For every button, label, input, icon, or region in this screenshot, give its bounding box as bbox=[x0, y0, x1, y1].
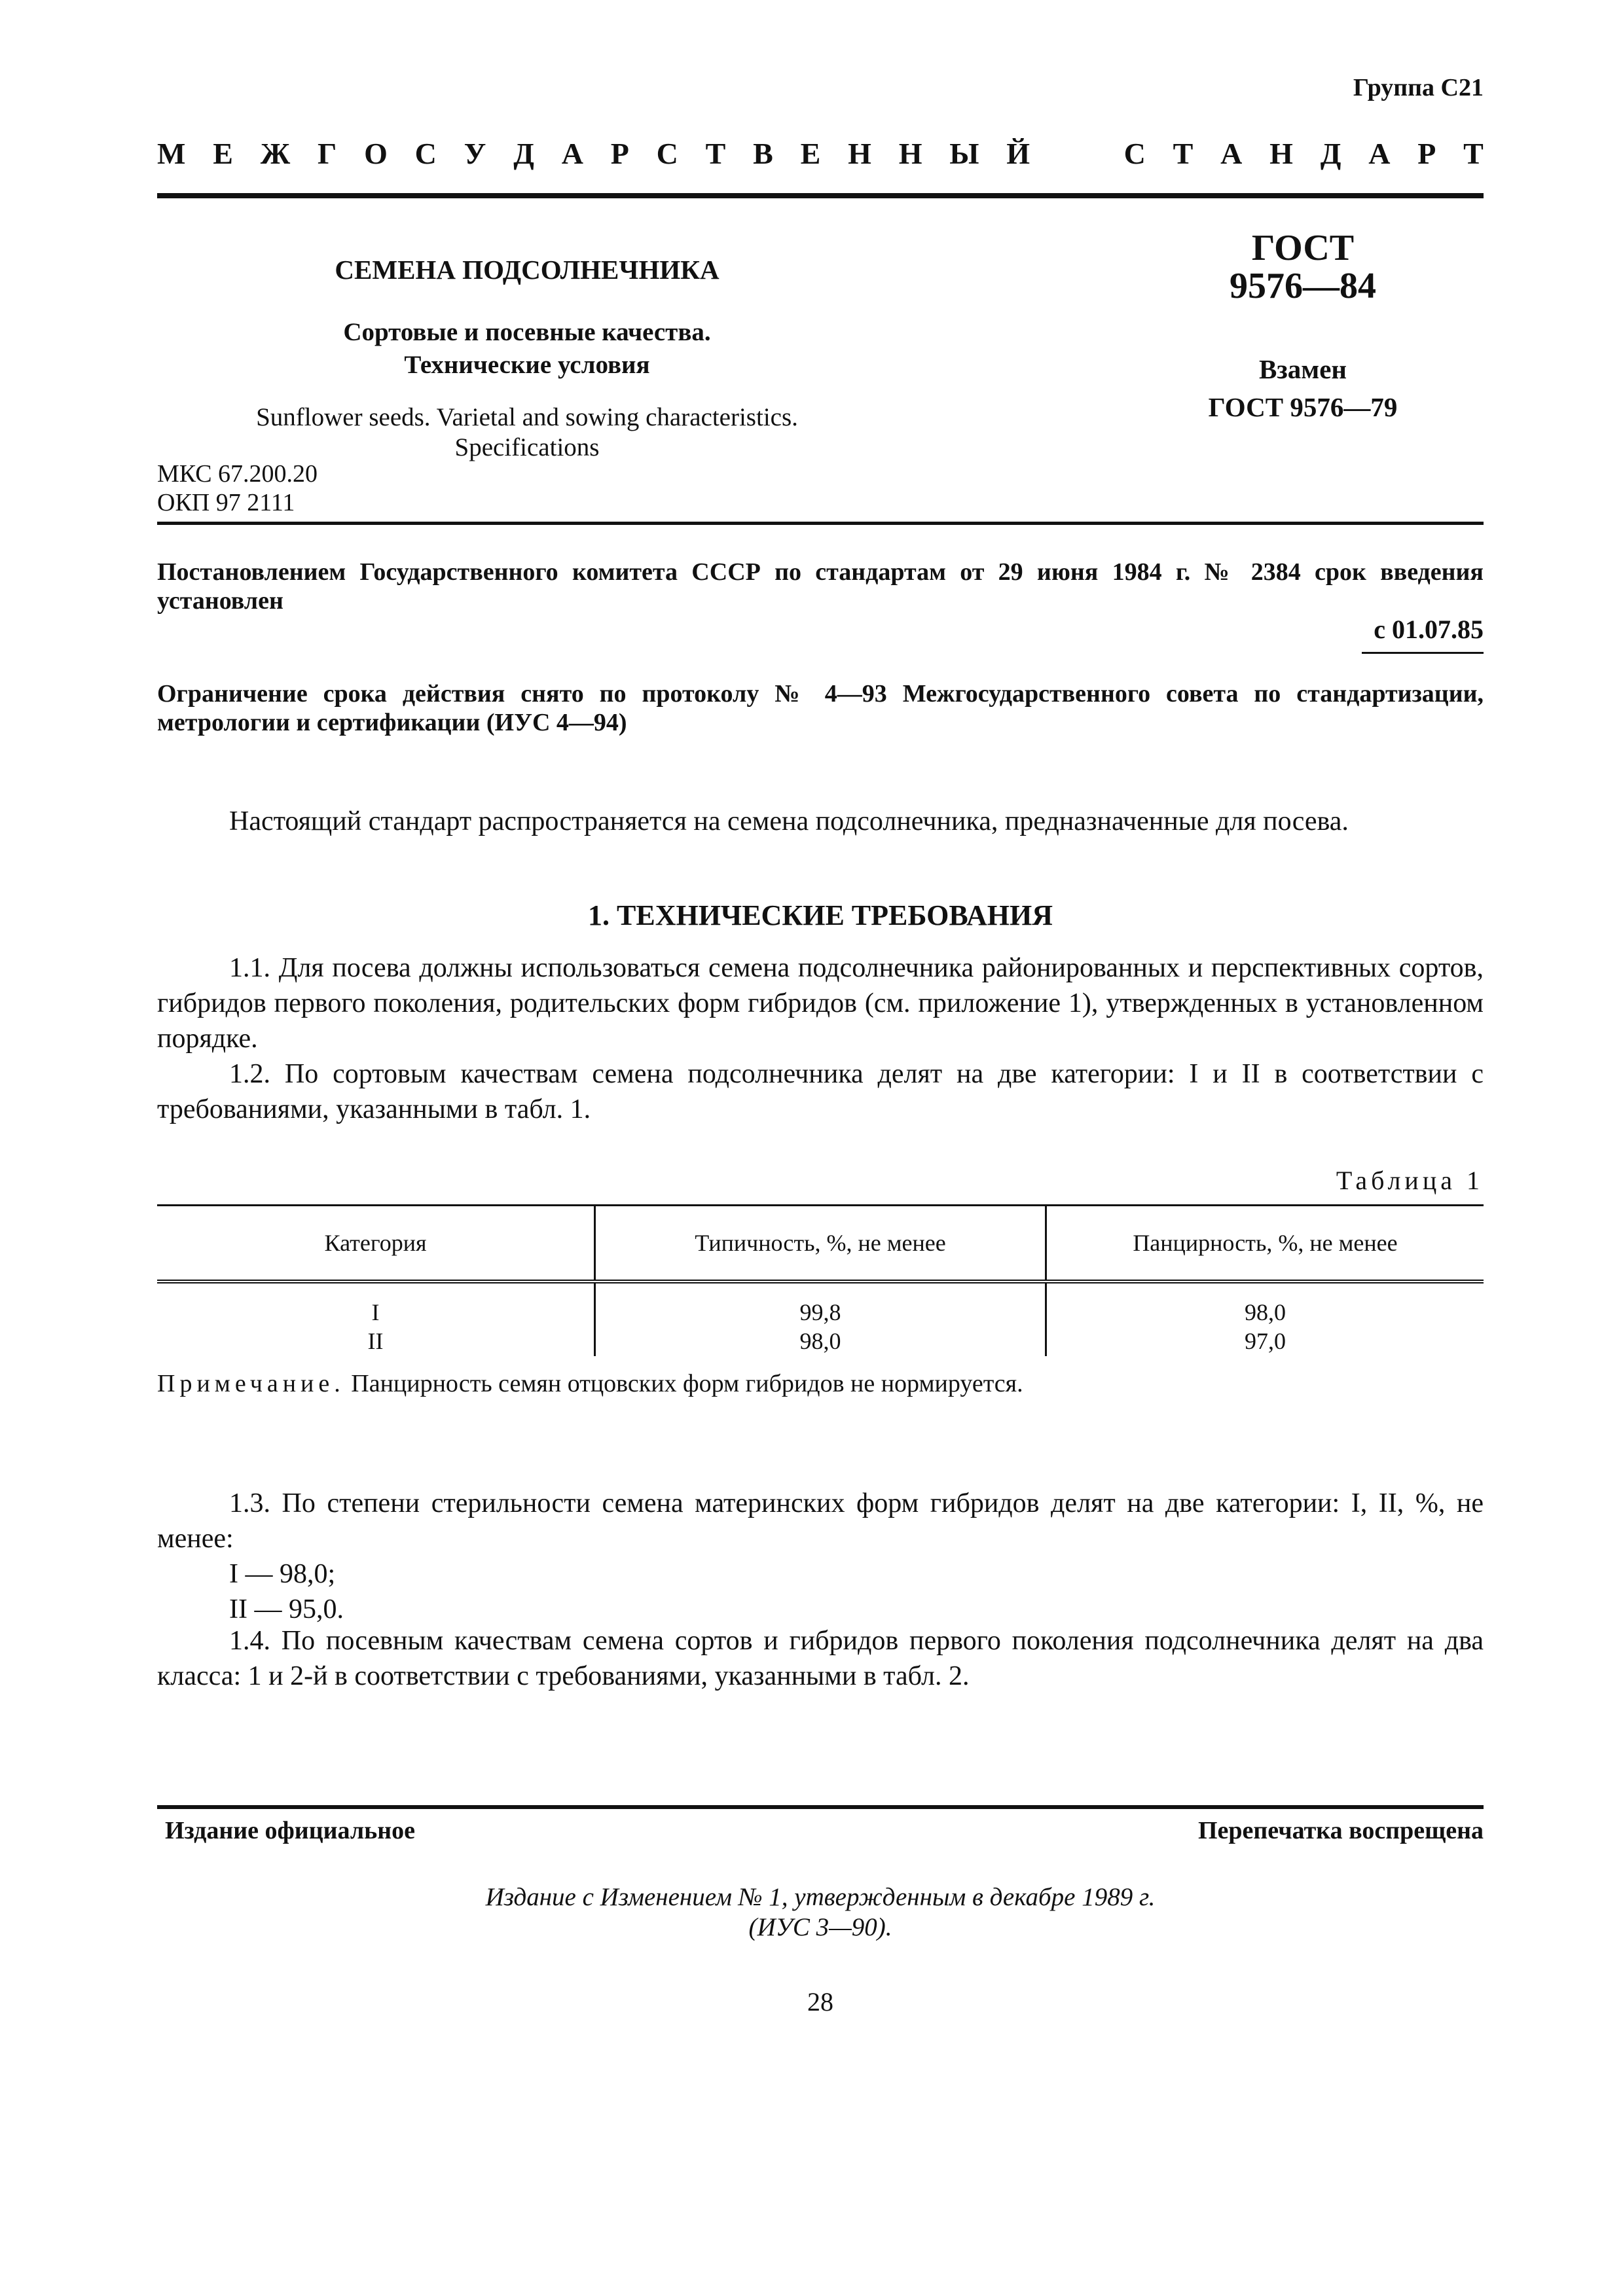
decree-text: Постановлением Государственного комитета СССР по стандартам от 29 июня 1984 г. № 2384 срок введения установлен bbox=[157, 558, 1484, 615]
interstate-letter: Р bbox=[610, 137, 629, 170]
interstate-letter: Н bbox=[898, 137, 922, 170]
interstate-letter: Е bbox=[800, 137, 821, 170]
subtitle-line-2: Технические условия bbox=[404, 351, 650, 379]
interstate-letter: А bbox=[561, 137, 583, 170]
mks-code: МКС 67.200.20 bbox=[157, 460, 318, 488]
group-code: Группа С21 bbox=[1353, 74, 1484, 101]
classification-codes bbox=[157, 459, 318, 517]
interstate-letter: Г bbox=[317, 137, 337, 170]
edition-line-1: Издание с Изменением № 1, утвержденным в декабре 1989 г. bbox=[485, 1883, 1156, 1911]
interstate-letter: У bbox=[464, 137, 486, 170]
interstate-letter: О bbox=[364, 137, 388, 170]
section-1-heading: 1. ТЕХНИЧЕСКИЕ ТРЕБОВАНИЯ bbox=[588, 899, 1053, 931]
paragraph-1-1: 1.1. Для посева должны использоваться семена подсолнечника районированных и перспективных сортов, гибридов первого поколения, родительских форм гибридов (см. приложение 1), утвержденных в установленном порядке. bbox=[157, 953, 1484, 1054]
table-1-note bbox=[157, 1369, 1484, 1398]
header-armor: Панцирность, %, не менее bbox=[1046, 1206, 1484, 1282]
interstate-letter: Т bbox=[705, 137, 726, 170]
standard-letter: Р bbox=[1417, 137, 1436, 170]
category-1: I II bbox=[367, 1299, 384, 1354]
english-title bbox=[157, 403, 897, 463]
english-title-line-1: Sunflower seeds. Varietal and sowing characteristics. bbox=[256, 403, 798, 431]
interstate-letter: Ж bbox=[260, 137, 291, 170]
typicality-values: 99,8 98,0 bbox=[799, 1299, 841, 1354]
gost-label: ГОСТ bbox=[1251, 228, 1355, 268]
header-category: Категория bbox=[157, 1206, 595, 1282]
document-title: СЕМЕНА ПОДСОЛНЕЧНИКА bbox=[335, 255, 720, 285]
header-typicality: Типичность, %, не менее bbox=[595, 1206, 1046, 1282]
paragraph-1-3-text: 1.3. По степени стерильности семена материнских форм гибридов делят на две категории: I, II, %, не менее: bbox=[157, 1488, 1484, 1554]
paragraph-1-4: 1.4. По посевным качествам семена сортов и гибридов первого поколения подсолнечника делят на два класса: 1 и 2-й в соответствии с требованиями, указанными в табл. 2. bbox=[157, 1626, 1484, 1691]
effective-date-underline bbox=[1362, 652, 1484, 654]
title-block-rule bbox=[157, 522, 1484, 525]
page-number: 28 bbox=[807, 1987, 833, 2017]
replaces-value: ГОСТ 9576—79 bbox=[1208, 392, 1398, 422]
interstate-letter: М bbox=[157, 137, 186, 170]
interstate-letter: Ы bbox=[949, 137, 979, 170]
word-gap bbox=[1057, 136, 1097, 171]
subtitle-line-1: Сортовые и посевные качества. bbox=[343, 318, 711, 346]
english-title-line-2: Specifications bbox=[454, 433, 600, 461]
table-row bbox=[157, 1282, 1484, 1356]
replaces-label: Взамен bbox=[1258, 354, 1347, 384]
header-rule-thick bbox=[157, 193, 1484, 198]
standard-letter: Т bbox=[1463, 137, 1484, 170]
interstate-letter: Н bbox=[848, 137, 871, 170]
cell-typicality bbox=[595, 1282, 1046, 1356]
standard-letter: Т bbox=[1173, 137, 1194, 170]
scope-paragraph: Настоящий стандарт распространяется на семена подсолнечника, предназначенные для посева. bbox=[229, 806, 1349, 836]
replaces-block bbox=[1054, 350, 1552, 426]
gost-designation bbox=[1054, 229, 1552, 305]
standard-letter: А bbox=[1220, 137, 1243, 170]
standard-letter: Д bbox=[1320, 137, 1341, 170]
sterility-item-2: II — 95,0. bbox=[229, 1594, 344, 1624]
interstate-letter: Й bbox=[1006, 137, 1030, 170]
table-1-caption: Таблица 1 bbox=[1336, 1166, 1484, 1195]
footer-rule bbox=[157, 1805, 1484, 1809]
table-1 bbox=[157, 1204, 1484, 1356]
edition-note bbox=[157, 1882, 1484, 1943]
standard-letter: Н bbox=[1269, 137, 1293, 170]
interstate-letter: В bbox=[753, 137, 773, 170]
interstate-letter: Е bbox=[213, 137, 233, 170]
paragraph-1-2: 1.2. По сортовым качествам семена подсолнечника делят на две категории: I и II в соответствии с требованиями, указанными в табл. 1. bbox=[157, 1059, 1484, 1124]
limitation-text: Ограничение срока действия снято по протоколу № 4—93 Межгосударственного совета по стандартизации, метрологии и сертификации (ИУС 4—94) bbox=[157, 680, 1484, 736]
armor-values: 98,0 97,0 bbox=[1244, 1299, 1286, 1354]
gost-number: 9576—84 bbox=[1230, 266, 1376, 306]
edition-line-2: (ИУС 3—90). bbox=[748, 1913, 892, 1941]
standard-letter: А bbox=[1368, 137, 1391, 170]
note-label: Примечание. bbox=[157, 1370, 345, 1397]
cell-armor bbox=[1046, 1282, 1484, 1356]
document-subtitle bbox=[157, 316, 897, 382]
standard-letter: С bbox=[1123, 137, 1146, 170]
okp-code: ОКП 97 2111 bbox=[157, 489, 295, 516]
effective-date: с 01.07.85 bbox=[1374, 615, 1484, 644]
interstate-standard-heading bbox=[157, 136, 1484, 171]
official-edition: Издание официальное bbox=[165, 1817, 416, 1844]
interstate-letter: С bbox=[656, 137, 678, 170]
reprint-prohibited: Перепечатка воспрещена bbox=[1197, 1817, 1484, 1844]
paragraph-1-3 bbox=[157, 1486, 1484, 1627]
interstate-letter: С bbox=[414, 137, 437, 170]
cell-category bbox=[157, 1282, 595, 1356]
table-header-row bbox=[157, 1206, 1484, 1282]
note-text: Панцирность семян отцовских форм гибридов не нормируется. bbox=[344, 1370, 1023, 1397]
sterility-item-1: I — 98,0; bbox=[229, 1559, 336, 1589]
interstate-letter: Д bbox=[513, 137, 534, 170]
